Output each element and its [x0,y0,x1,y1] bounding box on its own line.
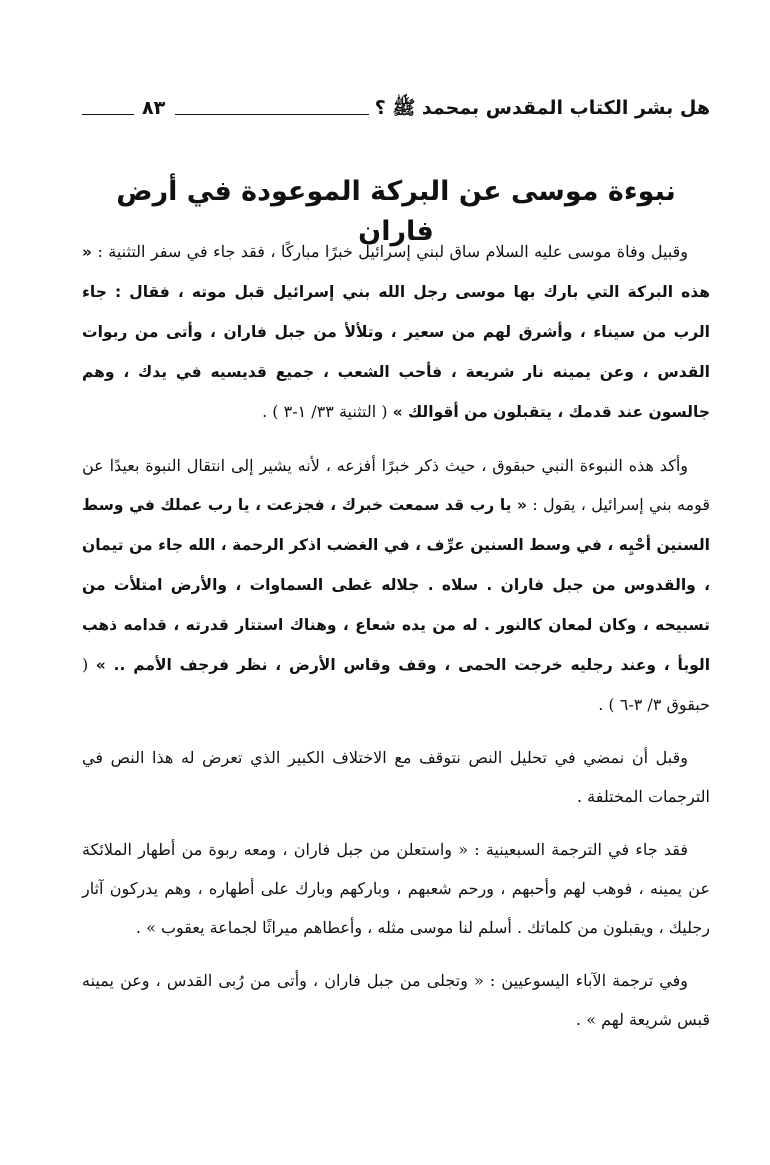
page-number: ٨٣ [142,97,166,119]
book-title: هل بشر الكتاب المقدس بمحمد ﷺ ؟ [374,97,710,119]
header-rule [175,114,369,115]
paragraph-intro: وأكد هذه النبوءة النبي حبقوق ، حيث ذكر خبرًا أفزعه ، لأنه يشير إلى انتقال النبوة بعيدًا عن قومه بني إسرائيل ، يقول : [82,456,711,514]
scripture-quote: « يا رب قد سمعت خبرك ، فجزعت ، يا رب عملك في وسط السنين أحْيِه ، في وسط السنين عرِّف ، في الغضب اذكر الرحمة ، الله جاء من تيمان ، والقدوس من جبل فاران . سلاه . جلاله غطى السماوات ، والأرض امتلأت من تسبيحه ، وكان لمعان كالنور . له من يده شعاع ، وهناك استتار قدرته ، قدامه ذهب الوبأ ، وعند رجليه خرجت الحمى ، وقف وقاس الأرض ، نظر فرجف الأمم .. » [82,496,711,674]
paragraph-text: فقد جاء في الترجمة السبعينية : « واستعلن من جبل فاران ، ومعه ربوة من أطهار الملائكة عن يمينه ، فوهب لهم وأحبهم ، ورحم شعبهم ، وباركهم وبارك على أطهاره ، وهم يدركون آثار رجليك ، ويقبلون من كلماتك . أسلم لنا موسى مثله ، وأعطاهم ميراثًا لجماعة يعقوب » . [82,840,710,937]
scripture-reference: ( التثنية ٣٣/ ١-٣ ) . [262,402,388,421]
paragraph [82,232,710,432]
paragraph [82,961,710,1039]
chapter-title: نبوءة موسى عن البركة الموعودة في أرض فاران [116,176,676,247]
scripture-quote: « هذه البركة التي بارك بها موسى رجل الله بني إسرائيل قبل موته ، فقال : جاء الرب من سيناء ، وأشرق لهم من سعير ، وتلألأ من جبل فاران ، وأتى من ربوات القدس ، وعن يمينه نار شريعة ، فأحب الشعب ، جميع قديسيه في يدك ، وهم جالسون عند قدمك ، يتقبلون من أقوالك » [82,243,710,421]
paragraph-text: وقبل أن نمضي في تحليل النص نتوقف مع الاختلاف الكبير الذي تعرض له هذا النص في الترجمات المختلفة . [82,748,710,806]
running-header [82,88,710,118]
paragraph-intro: وقبيل وفاة موسى عليه السلام ساق لبني إسرائيل خبرًا مباركًا ، فقد جاء في سفر التثنية : [97,242,689,261]
paragraph [82,446,710,724]
header-rule-short [82,114,134,115]
scripture-reference: ( حبقوق ٣/ ٣-٦ ) . [82,655,710,714]
paragraph [82,830,710,947]
paragraph [82,738,710,816]
paragraph-text: وفي ترجمة الآباء اليسوعيين : « وتجلى من جبل فاران ، وأتى من رُبى القدس ، وعن يمينه قبس شريعة لهم » . [82,971,710,1029]
body-text [82,232,710,1053]
